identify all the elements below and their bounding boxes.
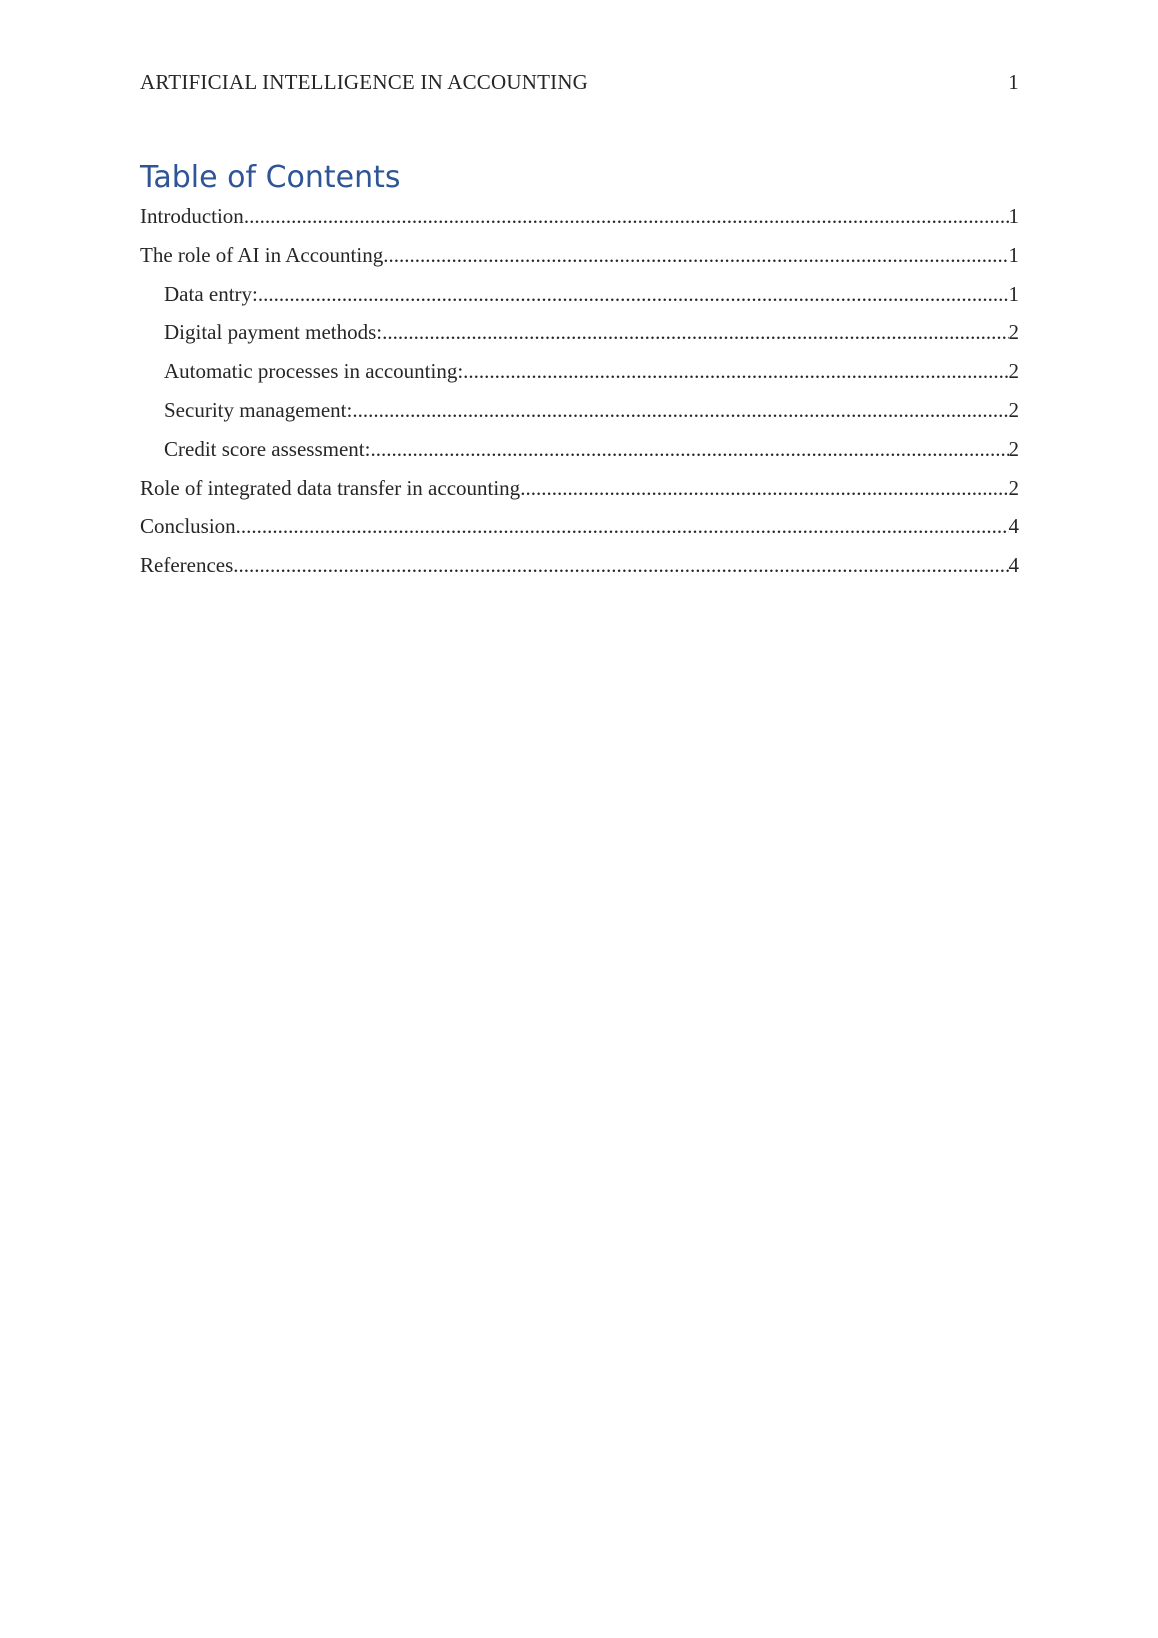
toc-entry-security-management[interactable] (140, 396, 1019, 435)
toc-entry-references[interactable] (140, 551, 1019, 590)
toc-entry-label: Digital payment methods: (164, 320, 383, 345)
toc-dot-leader (244, 202, 1009, 230)
page-number: 1 (1008, 70, 1019, 94)
toc-entry-page: 2 (1008, 436, 1019, 461)
toc-entry-label: Automatic processes in accounting: (164, 359, 464, 384)
toc-entry-label: Conclusion (140, 514, 236, 539)
toc-entry-integrated-data-transfer[interactable] (140, 474, 1019, 513)
running-title: ARTIFICIAL INTELLIGENCE IN ACCOUNTING (140, 70, 589, 94)
toc-dot-leader (352, 396, 1008, 424)
toc-dot-leader (382, 318, 1008, 346)
toc-entry-introduction[interactable] (140, 202, 1019, 241)
toc-entry-role-of-ai[interactable] (140, 241, 1019, 280)
toc-entry-page: 4 (1008, 514, 1019, 539)
toc-dot-leader (463, 357, 1008, 385)
toc-entry-label: Role of integrated data transfer in accounting (140, 475, 521, 500)
toc-entry-conclusion[interactable] (140, 512, 1019, 551)
toc-entry-page: 2 (1008, 320, 1019, 345)
toc-entry-label: Introduction (140, 204, 244, 228)
toc-entry-label: Data entry: (164, 281, 258, 306)
toc-entry-page: 4 (1008, 553, 1019, 578)
toc-dot-leader (383, 241, 1008, 269)
toc-entry-label: Credit score assessment: (164, 436, 371, 461)
toc-entry-page: 1 (1008, 204, 1019, 228)
toc-entry-digital-payment[interactable] (140, 318, 1019, 357)
toc-dot-leader (370, 435, 1008, 463)
toc-entry-page: 2 (1008, 397, 1019, 422)
toc-entry-page: 1 (1008, 281, 1019, 306)
toc-dot-leader (236, 512, 1009, 540)
toc-entry-label: References (140, 553, 234, 578)
table-of-contents (140, 202, 1019, 590)
toc-dot-leader (520, 474, 1008, 502)
toc-entry-page: 2 (1008, 359, 1019, 384)
toc-entry-page: 2 (1008, 475, 1019, 500)
page-header (140, 68, 1019, 96)
toc-entry-page: 1 (1008, 242, 1019, 267)
toc-entry-label: The role of AI in Accounting (140, 242, 384, 267)
toc-entry-data-entry[interactable] (140, 280, 1019, 319)
toc-entry-credit-score[interactable] (140, 435, 1019, 474)
toc-entry-label: Security management: (164, 397, 353, 422)
toc-dot-leader (258, 280, 1009, 308)
toc-entry-automatic-processes[interactable] (140, 357, 1019, 396)
toc-dot-leader (233, 551, 1008, 579)
toc-title: Table of Contents (140, 160, 401, 195)
